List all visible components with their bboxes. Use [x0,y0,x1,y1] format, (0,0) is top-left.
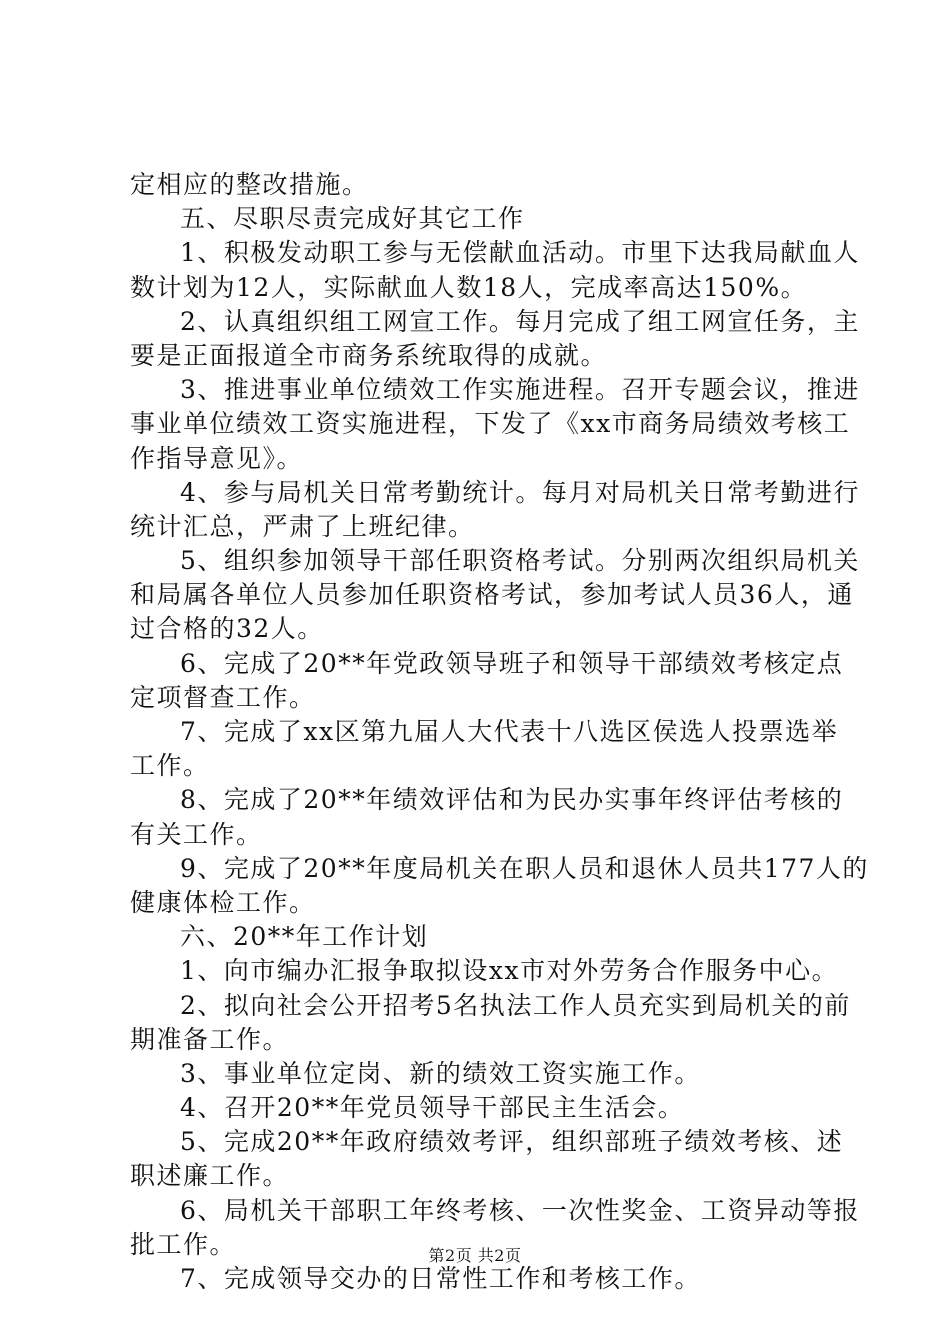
document-body [130,168,869,1296]
text-line: 有关工作。 [130,819,263,849]
text-line: 过合格的32人。 [130,614,324,644]
text-line: 五、尽职尽责完成好其它工作 [180,204,525,234]
text-line: 7、完成了xx区第九届人大代表十八选区侯选人投票选举 [180,717,839,746]
text-line: 工作。 [130,751,210,781]
text-line: 1、向市编办汇报争取拟设xx市对外劳务合作服务中心。 [180,956,839,986]
text-line: 定项督查工作。 [130,682,316,712]
text-line: 4、召开20**年党员领导干部民主生活会。 [180,1093,685,1123]
page-footer: 第2页 共2页 [428,1246,522,1265]
text-line: 3、推进事业单位绩效工作实施进程。召开专题会议，推进 [180,375,860,405]
text-line: 事业单位绩效工资实施进程，下发了《xx市商务局绩效考核工 [130,409,851,439]
text-line: 要是正面报道全市商务系统取得的成就。 [130,340,608,370]
text-line: 和局属各单位人员参加任职资格考试，参加考试人员36人，通 [130,580,854,610]
text-line: 8、完成了20**年绩效评估和为民办实事年终评估考核的 [180,785,844,815]
text-line: 1、积极发动职工参与无偿献血活动。市里下达我局献血人 [180,238,860,268]
text-line: 批工作。 [130,1229,237,1259]
text-line: 健康体检工作。 [130,887,316,917]
text-line: 6、局机关干部职工年终考核、一次性奖金、工资异动等报 [180,1195,860,1225]
text-line: 统计汇总，严肃了上班纪律。 [130,511,475,541]
text-line: 6、完成了20**年党政领导班子和领导干部绩效考核定点 [180,648,844,678]
text-line: 2、拟向社会公开招考5名执法工作人员充实到局机关的前 [180,990,851,1020]
text-line: 7、完成领导交办的日常性工作和考核工作。 [180,1264,701,1293]
text-line: 5、完成20**年政府绩效考评，组织部班子绩效考核、述 [180,1127,844,1157]
text-line: 作指导意见》。 [130,443,304,473]
text-line: 2、认真组织组工网宣工作。每月完成了组工网宣任务，主 [180,306,860,336]
text-line: 9、完成了20**年度局机关在职人员和退休人员共177人的 [180,853,869,883]
text-line: 5、组织参加领导干部任职资格考试。分别两次组织局机关 [180,546,860,576]
text-line: 4、参与局机关日常考勤统计。每月对局机关日常考勤进行 [180,477,860,507]
text-line: 六、20**年工作计划 [180,922,429,952]
text-line: 数计划为12人，实际献血人数18人，完成率高达150%。 [130,272,808,302]
text-line: 定相应的整改措施。 [130,170,369,199]
text-line: 3、事业单位定岗、新的绩效工资实施工作。 [180,1058,701,1088]
text-line: 职述廉工作。 [130,1161,290,1191]
text-line: 期准备工作。 [130,1024,290,1054]
